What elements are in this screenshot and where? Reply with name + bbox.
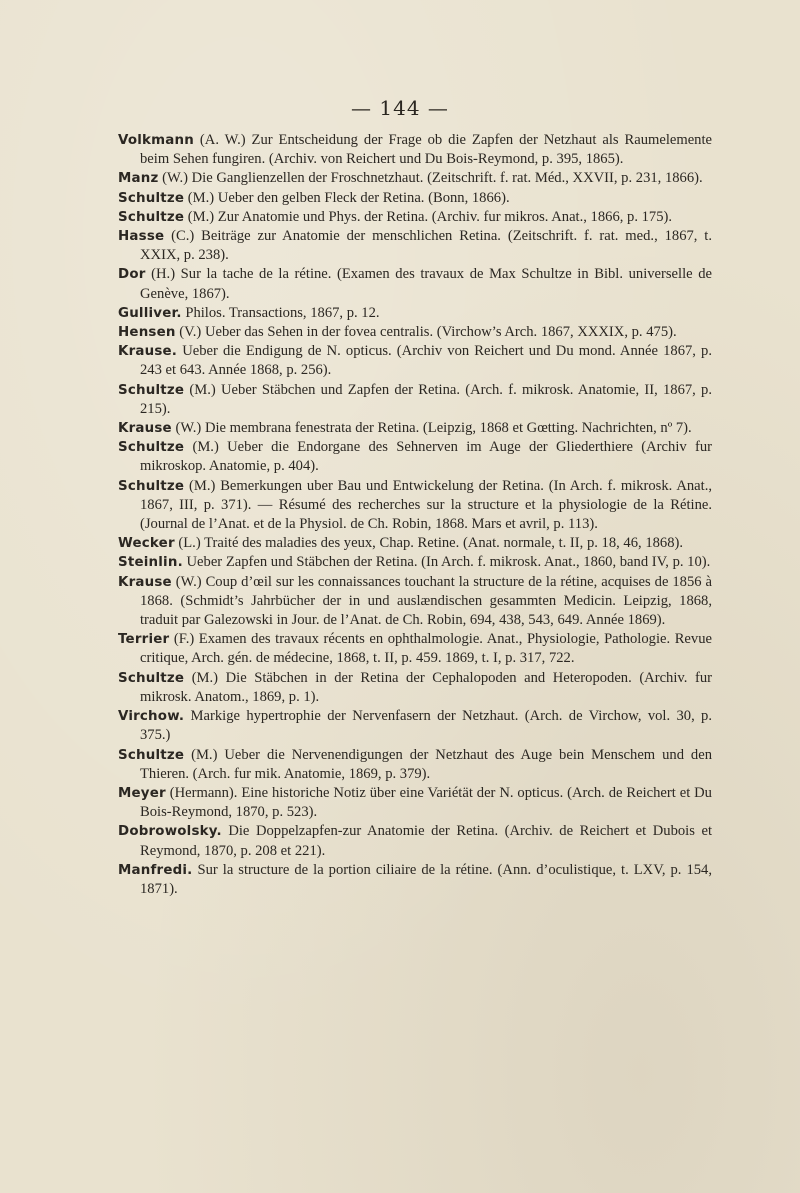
entry-author: Krause	[118, 421, 172, 437]
entry-text: Ueber Stäbchen und Zapfen der Retina. (Arch. f. mikrosk. Anatomie, II, 1867, p. 215).	[140, 381, 713, 417]
entry-text: Ueber die Nervenendigungen der Netzhaut des Auge bein Menschem und den Thieren. (Arch. fur mik. Anatomie, 1869, p. 379).	[140, 746, 713, 782]
bibliography-entry	[118, 419, 712, 438]
entry-initials: (C.)	[171, 228, 195, 245]
bibliography-entry	[118, 822, 712, 860]
entry-text: Zur Entscheidung der Frage ob die Zapfen der Netzhaut als Raumelemente beim Sehen fungiren. (Archiv. von Reichert und Du Bois-Reymond, p. 395, 1865).	[140, 132, 713, 168]
entry-text: Ueber das Sehen in der fovea centralis. (Virchow’s Arch. 1867, XXXIX, p. 475).	[204, 324, 677, 341]
entry-author: Schultze	[118, 382, 185, 398]
entry-author: Dor	[118, 267, 146, 283]
bibliography-entry	[118, 861, 712, 899]
entry-text: Die Stäbchen in der Retina der Cephalopoden and Heteropoden. (Archiv. fur mikrosk. Anatom., 1869, p. 1).	[140, 669, 712, 705]
entry-text: Ueber den gelben Fleck der Retina. (Bonn, 1866).	[217, 189, 510, 206]
entry-author: Schultze	[118, 478, 185, 494]
entry-text: Sur la structure de la portion ciliaire de la rétine. (Ann. d’oculistique, t. LXV, p. 154, 1871).	[140, 861, 713, 897]
bibliography-entry	[118, 208, 712, 227]
entry-author: Schultze	[118, 670, 185, 686]
bibliography-list	[118, 131, 712, 899]
bibliography-entry	[118, 707, 712, 745]
bibliography-entry	[118, 477, 712, 535]
entry-text: Coup d’œil sur les connaissances touchant la structure de la rétine, acquises de 1856 à 1868. (Schmidt’s Jahrbücher der in und auslændischen gesammten Medicin. Leipzig, 1868, traduit par Galezowski in Jour. de l’Anat. de Ch. Robin, 694, 438, 543, 649. Année 1869).	[140, 573, 712, 629]
entry-author: Hasse	[118, 229, 165, 245]
entry-text: Traité des maladies des yeux, Chap. Retine. (Anat. normale, t. II, p. 18, 46, 1868).	[204, 535, 684, 552]
bibliography-entry	[118, 553, 712, 572]
bibliography-entry	[118, 131, 712, 169]
entry-author: Terrier	[118, 632, 170, 648]
bibliography-entry	[118, 784, 712, 822]
entry-author: Schultze	[118, 190, 185, 206]
entry-author: Schultze	[118, 440, 185, 456]
bibliography-entry	[118, 227, 712, 265]
bibliography-entry	[118, 189, 712, 208]
entry-text: Markige hypertrophie der Nervenfasern der Netzhaut. (Arch. de Virchow, vol. 30, p. 375.)	[140, 708, 712, 744]
entry-initials: (A. W.)	[199, 132, 246, 148]
entry-initials: (W.)	[175, 573, 202, 590]
entry-author: Volkmann	[118, 133, 194, 148]
bibliography-entry	[118, 323, 712, 342]
entry-text: Die Doppelzapfen-zur Anatomie der Retina. (Archiv. de Reichert et Dubois et Reymond, 1870, p. 208 et 221).	[140, 823, 712, 859]
entry-text: Bemerkungen uber Bau und Entwickelung der Retina. (In Arch. f. mikrosk. Anat., 1867, III, p. 371). — Résumé des recherches sur la structure et la physiologie de la Rétine. (Journal de l’Anat. et de la Physiol. de Ch. Robin, 1868. Mars et avril, p. 113).	[140, 477, 713, 533]
entry-initials: (W.)	[175, 420, 202, 437]
bibliography-entry	[118, 304, 712, 323]
entry-author: Manz	[118, 171, 159, 187]
bibliography-entry	[118, 169, 712, 188]
page-number: — 144 —	[351, 96, 449, 120]
entry-text: Sur la tache de la rétine. (Examen des travaux de Max Schultze in Bibl. universelle de Genève, 1867).	[140, 266, 712, 302]
entry-author: Virchow.	[118, 709, 185, 725]
entry-initials: (M.)	[191, 669, 219, 686]
bibliography-entry	[118, 746, 712, 784]
entry-author: Meyer	[118, 785, 166, 801]
entry-initials: (M.)	[189, 381, 216, 398]
entry-initials: (Hermann).	[169, 784, 238, 801]
entry-initials: (M.)	[192, 439, 219, 456]
entry-author: Krause	[118, 574, 172, 590]
bibliography-entry	[118, 630, 712, 668]
entry-text: Die membrana fenestrata der Retina. (Leipzig, 1868 et Gœtting. Nachrichten, nº 7).	[204, 420, 692, 437]
entry-initials: (M.)	[187, 189, 215, 206]
entry-author: Gulliver.	[118, 305, 182, 321]
entry-text: Beiträge zur Anatomie der menschlichen Retina. (Zeitschrift. f. rat. med., 1867, t. XXIX, p. 238).	[140, 228, 713, 264]
entry-author: Dobrowolsky.	[118, 824, 222, 840]
entry-text: Ueber die Endigung de N. opticus. (Archiv von Reichert und Du mond. Année 1867, p. 243 et 643. Année 1868, p. 256).	[140, 343, 712, 379]
bibliography-entry	[118, 669, 712, 707]
entry-text: Ueber die Endorgane des Sehnerven im Auge der Gliederthiere (Archiv fur mikroskop. Anatomie, p. 404).	[140, 439, 712, 475]
entry-text: Die Ganglienzellen der Froschnetzhaut. (Zeitschrift. f. rat. Méd., XXVII, p. 231, 1866).	[191, 170, 703, 187]
entry-initials: (W.)	[162, 170, 188, 187]
bibliography-entry	[118, 342, 712, 380]
entry-initials: (M.)	[188, 477, 216, 494]
entry-text: Philos. Transactions, 1867, p. 12.	[185, 304, 380, 321]
entry-author: Schultze	[118, 747, 185, 763]
entry-initials: (H.)	[151, 266, 176, 283]
entry-author: Hensen	[118, 325, 176, 341]
entry-author: Manfredi.	[118, 862, 193, 878]
bibliography-entry	[118, 265, 712, 303]
bibliography-entry	[118, 438, 712, 476]
entry-initials: (M.)	[187, 208, 215, 225]
entry-author: Steinlin.	[118, 555, 183, 571]
entry-author: Krause.	[118, 344, 178, 360]
entry-initials: (M.)	[191, 746, 218, 763]
bibliography-entry	[118, 534, 712, 553]
entry-text: Examen des travaux récents en ophthalmologie. Anat., Physiologie, Pathologie. Revue critique, Arch. gén. de médecine, 1868, t. II, p. 459. 1869, t. I, p. 317, 722.	[140, 631, 712, 667]
bibliography-entry	[118, 381, 712, 419]
entry-text: Eine historiche Notiz über eine Variétät der N. opticus. (Arch. de Reichert et Du Bois-Reymond, 1870, p. 523).	[140, 784, 712, 821]
entry-text: Ueber Zapfen und Stäbchen der Retina. (In Arch. f. mikrosk. Anat., 1860, band IV, p. 10).	[186, 554, 711, 571]
bibliography-entry	[118, 573, 712, 631]
entry-author: Wecker	[118, 536, 175, 552]
entry-author: Schultze	[118, 209, 185, 225]
entry-initials: (V.)	[179, 324, 202, 341]
entry-text: Zur Anatomie und Phys. der Retina. (Archiv. fur mikros. Anat., 1866, p. 175).	[217, 208, 673, 225]
entry-initials: (L.)	[178, 535, 201, 552]
entry-initials: (F.)	[173, 631, 195, 648]
